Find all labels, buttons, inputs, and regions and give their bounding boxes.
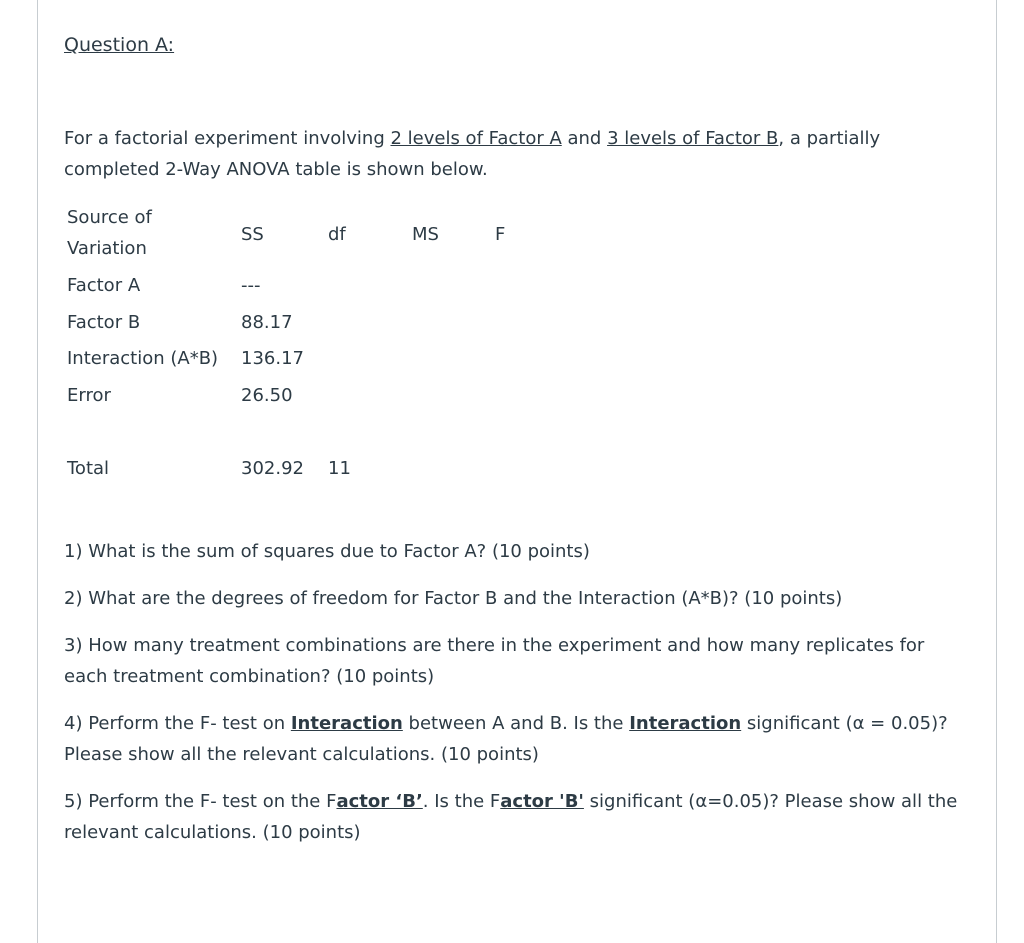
header-source-line2: Variation [67, 238, 147, 259]
row-ss: 26.50 [241, 385, 293, 406]
header-f: F [495, 224, 506, 245]
row-ss: --- [241, 275, 261, 296]
factor-b-emphasis: actor ‘B’ [336, 791, 423, 812]
total-ss: 302.92 [241, 458, 304, 479]
factor-b-emphasis: actor 'B' [500, 791, 584, 812]
header-df: df [328, 224, 346, 245]
question-2: 2) What are the degrees of freedom for Factor B and the Interaction (A*B)? (10 points) [64, 588, 843, 609]
total-df: 11 [328, 458, 351, 479]
question-heading: Question A: [64, 34, 175, 56]
header-source-line1: Source of [67, 207, 152, 228]
header-ss: SS [241, 224, 264, 245]
interaction-emphasis: Interaction [290, 713, 403, 734]
interaction-emphasis: Interaction [629, 713, 742, 734]
row-ss: 88.17 [241, 312, 293, 333]
intro-line-2: completed 2-Way ANOVA table is shown below. [64, 159, 488, 180]
question-5-line1: 5) Perform the F- test on the Factor ‘B’. Is the Factor 'B' significant (α=0.05)? Please show all the [64, 791, 958, 812]
question-5-line2: relevant calculations. (10 points) [64, 822, 361, 843]
row-source: Interaction (A*B) [67, 348, 219, 369]
question-1: 1) What is the sum of squares due to Factor A? (10 points) [64, 541, 590, 562]
question-3-line2: each treatment combination? (10 points) [64, 666, 435, 687]
factor-a-levels: 2 levels of Factor A [390, 128, 562, 149]
row-source: Factor A [67, 275, 141, 296]
row-source: Factor B [67, 312, 141, 333]
question-4-line2: Please show all the relevant calculations. (10 points) [64, 744, 539, 765]
row-source: Error [67, 385, 111, 406]
factor-b-levels: 3 levels of Factor B [607, 128, 779, 149]
total-source: Total [67, 458, 110, 479]
question-4-line1: 4) Perform the F- test on Interaction between A and B. Is the Interaction significant (α = 0.05)? [64, 713, 948, 734]
row-ss: 136.17 [241, 348, 304, 369]
header-ms: MS [412, 224, 439, 245]
question-3-line1: 3) How many treatment combinations are there in the experiment and how many replicates for [64, 635, 925, 656]
intro-line-1: For a factorial experiment involving 2 levels of Factor A and 3 levels of Factor B, a partially [64, 128, 881, 149]
